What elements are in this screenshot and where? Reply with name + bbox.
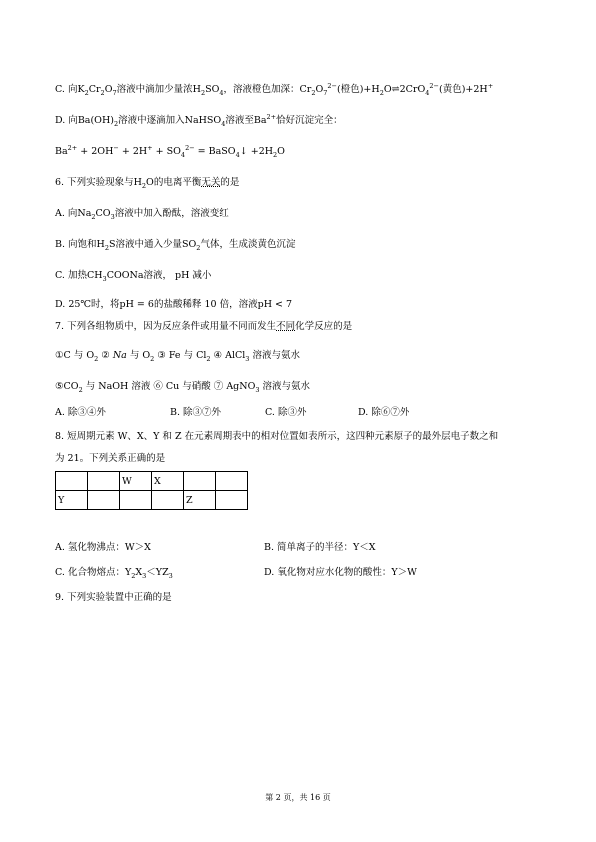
- table-cell: Z: [184, 491, 216, 510]
- table-cell: W: [120, 472, 152, 491]
- question-6-option-a: A. 向$Na_2CO_3$溶液中加入酚酞，溶液变红: [55, 208, 229, 221]
- question-7-items-row-2: $⑤CO_2$ 与 NaOH 溶液 ⑥ Cu 与硝酸 ⑦ AgNO$_3$ 溶液与氨水: [55, 381, 311, 394]
- question-7-option-b: B. 除③⑦外: [170, 407, 222, 418]
- question-8-line-1: 8. 短周期元素 W、X、Y 和 Z 在元素周期表中的相对位置如表所示，这四种元素原子的最外层电子数之和: [55, 431, 499, 442]
- table-cell: [88, 491, 120, 510]
- question-8-line-2: 为 21。下列关系正确的是: [55, 453, 166, 464]
- table-cell: [184, 472, 216, 491]
- table-cell: [216, 491, 248, 510]
- option-c-line: C. 向$K_2Cr_2O_7$溶液中滴加少量浓$H_2SO_4$，溶液橙色加深：$Cr_2O_7^{2-}$(橙色)$+H_2O\rightleftharpoons 2CrO_4^{2-}$(黄色)+2H+: [55, 81, 494, 97]
- question-6-option-c: C. 加热$CH_3COONa$溶液， pH 减小: [55, 270, 212, 283]
- question-8-option-b: B. 简单离子的半径：Y＜X: [264, 542, 376, 553]
- question-7-option-d: D. 除⑥⑦外: [358, 407, 410, 418]
- table-cell: [88, 472, 120, 491]
- ionic-equation: $Ba^{2+} + 2OH^- + 2H^+ + SO_4^{2-}$ = BaSO$_4$↓ $+2H_2O$: [55, 143, 285, 159]
- question-9: 9. 下列实验装置中正确的是: [55, 592, 172, 603]
- table-cell: [152, 491, 184, 510]
- question-6: 6. 下列实验现象与$H_2O$的电离平衡无关的是: [55, 177, 240, 190]
- question-7-items-row-1: ①C 与 $O_2$ ② Na 与 $O_2$ ③ Fe 与 $Cl_2$ ④ AlCl$_3$ 溶液与氨水: [55, 350, 300, 363]
- table-cell: [56, 472, 88, 491]
- table-cell: Y: [56, 491, 88, 510]
- question-7-option-a: A. 除③④外: [55, 407, 106, 418]
- table-cell: [120, 491, 152, 510]
- question-6-option-d: D. 25℃时，将pH = 6的盐酸稀释 10 倍，溶液pH < 7: [55, 299, 293, 310]
- table-cell: [216, 472, 248, 491]
- periodic-table-fragment: [55, 471, 248, 510]
- question-7: 7. 下列各组物质中，因为反应条件或用量不同而发生不同化学反应的是: [55, 321, 353, 332]
- option-d-line: D. 向$Ba(OH)_2$溶液中逐滴加入NaHSO$_4$溶液至$Ba^{2+}$恰好沉淀完全：: [55, 112, 343, 128]
- question-8-option-c: C. 化合物熔点：$Y_2X_3<YZ_3$: [55, 567, 173, 580]
- table-cell: X: [152, 472, 184, 491]
- question-8-option-d: D. 氧化物对应水化物的酸性：Y＞W: [264, 567, 417, 578]
- table-row: [56, 491, 248, 510]
- table-row: [56, 472, 248, 491]
- question-8-option-a: A. 氢化物沸点：W＞X: [55, 542, 151, 553]
- question-6-option-b: B. 向饱和$H_2S$溶液中通入少量$SO_2$气体，生成淡黄色沉淀: [55, 239, 296, 252]
- question-7-option-c: C. 除③外: [265, 407, 307, 418]
- page-footer: 第 2 页，共 16 页: [265, 793, 331, 802]
